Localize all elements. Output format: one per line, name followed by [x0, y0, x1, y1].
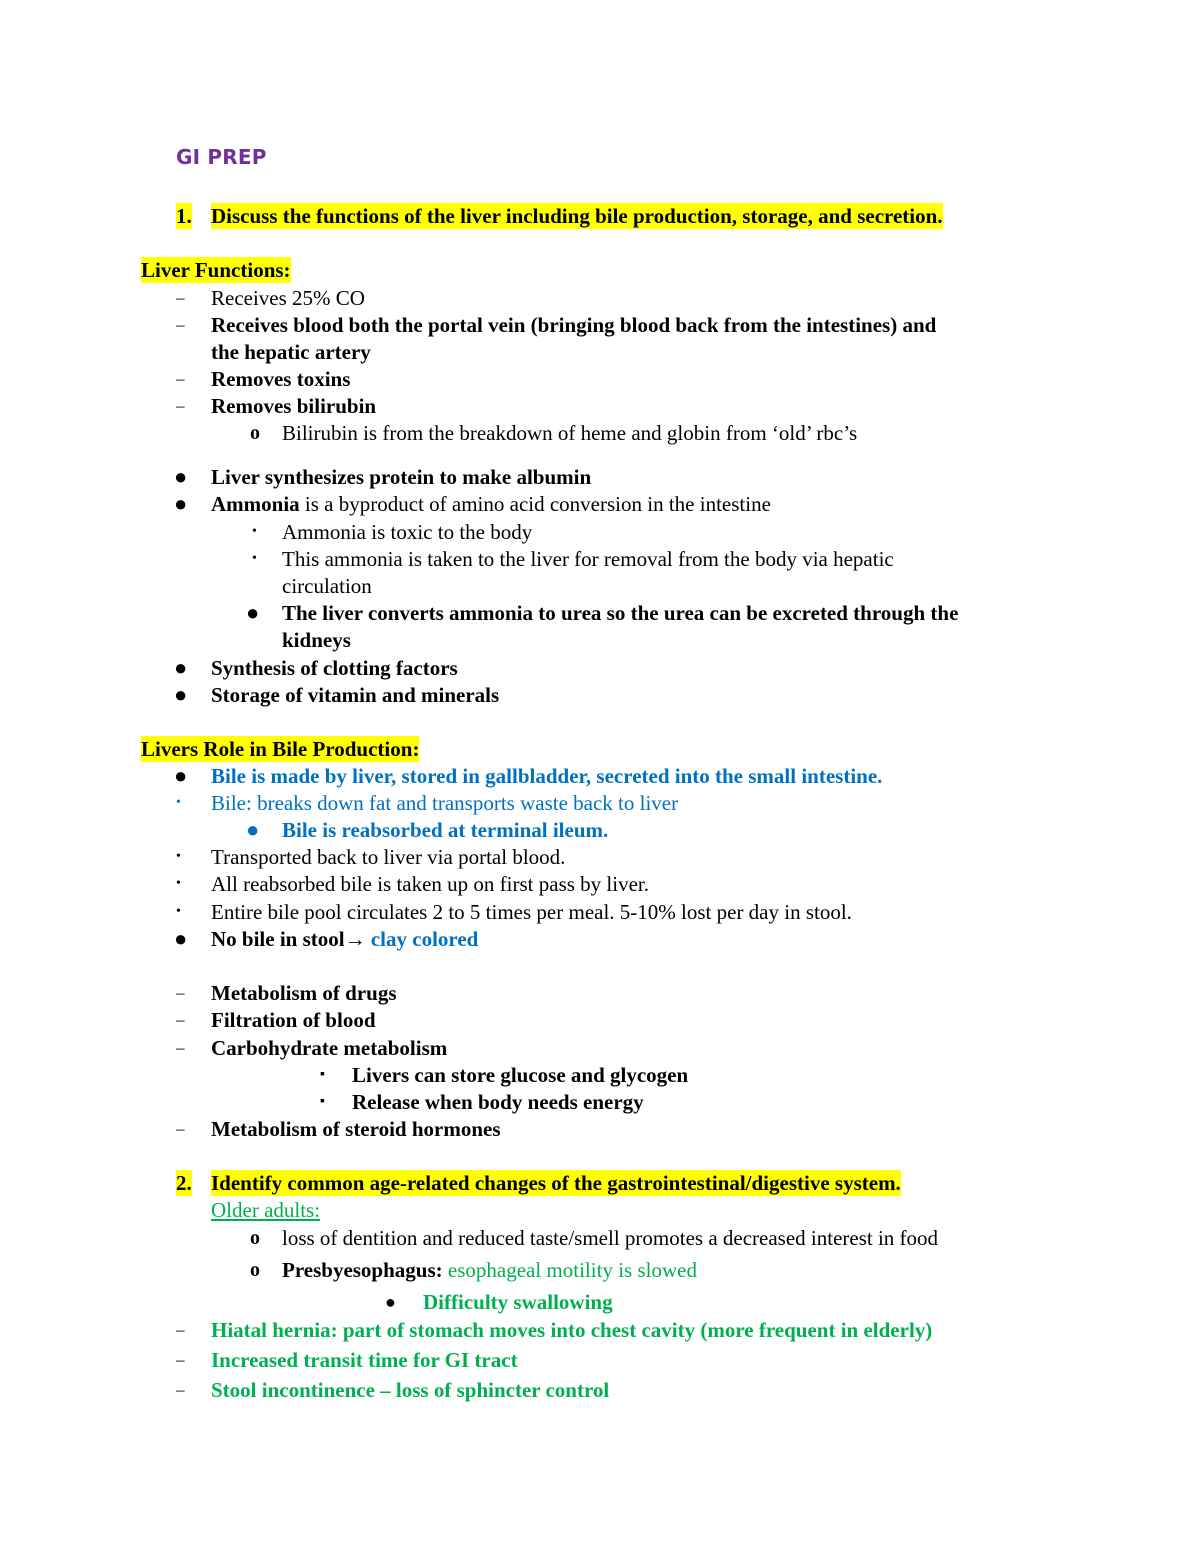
item-text	[211, 491, 771, 517]
list-item	[0, 1377, 1200, 1403]
item-text: Receives blood both the portal vein (bringing blood back from the intestines) and	[211, 313, 937, 337]
list-item	[0, 844, 1200, 870]
item-text: Receives 25% CO	[211, 286, 365, 310]
list-item	[0, 1317, 1200, 1343]
item-text: Synthesis of clotting factors	[211, 656, 458, 680]
section-heading	[0, 257, 1200, 283]
list-subitem	[0, 600, 1200, 626]
dash-marker: –	[176, 315, 185, 334]
item-text: Livers can store glucose and glycogen	[352, 1063, 689, 1087]
item-text: Hiatal hernia: part of stomach moves into chest cavity (more frequent in elderly)	[211, 1318, 933, 1342]
item-text: kidneys	[282, 628, 351, 652]
list-item	[0, 285, 1200, 311]
item-text: Metabolism of drugs	[211, 981, 397, 1005]
small-bullet-icon: •	[176, 876, 181, 891]
question-1	[0, 203, 1200, 229]
square-bullet-icon: ▪	[320, 1067, 325, 1082]
item-text: Liver synthesizes protein to make albumin	[211, 465, 592, 489]
circle-bullet-icon: o	[250, 1227, 260, 1249]
item-text: Entire bile pool circulates 2 to 5 times per meal. 5-10% lost per day in stool.	[211, 900, 852, 924]
bullet-icon: ●	[246, 600, 260, 625]
list-item	[0, 393, 1200, 419]
item-text: Carbohydrate metabolism	[211, 1036, 448, 1060]
circle-bullet-icon: o	[250, 1259, 260, 1281]
list-subitem	[0, 1289, 1200, 1315]
dash-marker: –	[176, 1380, 185, 1399]
item-text	[282, 1257, 697, 1283]
list-item	[0, 790, 1200, 816]
list-item	[0, 682, 1200, 708]
dash-marker: –	[176, 983, 185, 1002]
heading-text: Older adults:	[211, 1198, 321, 1222]
list-item	[0, 763, 1200, 789]
list-subitem	[0, 519, 1200, 545]
item-text: Ammonia is toxic to the body	[282, 520, 533, 544]
item-text: Bile is reabsorbed at terminal ileum.	[282, 818, 609, 842]
list-item	[0, 980, 1200, 1006]
bullet-icon: ●	[174, 655, 188, 680]
item-rest: esophageal motility is slowed	[442, 1258, 697, 1282]
dash-marker: –	[176, 1119, 185, 1138]
list-subitem	[0, 817, 1200, 843]
list-item-continuation	[0, 339, 1200, 365]
list-item	[0, 491, 1200, 517]
question-number: 1.	[176, 204, 192, 228]
bold-term: No bile in stool	[211, 927, 345, 951]
item-text: Stool incontinence – loss of sphincter control	[211, 1378, 610, 1402]
item-text: Bilirubin is from the breakdown of heme and globin from ‘old’ rbc’s	[282, 421, 858, 445]
list-subitem	[0, 1089, 1200, 1115]
section-heading	[0, 736, 1200, 762]
list-item	[0, 1347, 1200, 1373]
bullet-icon: ●	[246, 817, 260, 842]
list-item	[0, 1035, 1200, 1061]
square-bullet-icon: ▪	[320, 1094, 325, 1109]
item-text: Transported back to liver via portal blood.	[211, 845, 566, 869]
bullet-icon: ●	[174, 464, 188, 489]
item-text: Difficulty swallowing	[423, 1290, 613, 1314]
question-text: Identify common age-related changes of the gastrointestinal/digestive system.	[211, 1171, 901, 1195]
small-bullet-icon: •	[176, 849, 181, 864]
list-item	[0, 871, 1200, 897]
circle-bullet-icon: o	[250, 422, 260, 444]
dash-marker: –	[176, 1038, 185, 1057]
item-text: Filtration of blood	[211, 1008, 376, 1032]
item-text: circulation	[282, 574, 372, 598]
dash-marker: –	[176, 396, 185, 415]
list-subitem-continuation	[0, 573, 1200, 599]
dash-marker: –	[176, 369, 185, 388]
list-subitem	[0, 1225, 1200, 1251]
bullet-icon: ●	[385, 1292, 396, 1312]
item-text: All reabsorbed bile is taken up on first pass by liver.	[211, 872, 649, 896]
list-item	[0, 312, 1200, 338]
list-subitem-continuation	[0, 627, 1200, 653]
list-subitem	[0, 1062, 1200, 1088]
bold-term: Ammonia	[211, 492, 300, 516]
item-text: Release when body needs energy	[352, 1090, 644, 1114]
dash-marker: –	[176, 1010, 185, 1029]
item-text: Increased transit time for GI tract	[211, 1348, 518, 1372]
list-subitem	[0, 420, 1200, 446]
item-text: loss of dentition and reduced taste/smell promotes a decreased interest in food	[282, 1226, 939, 1250]
item-text: Bile is made by liver, stored in gallbladder, secreted into the small intestine.	[211, 764, 883, 788]
small-bullet-icon: •	[176, 904, 181, 919]
question-text: Discuss the functions of the liver including bile production, storage, and secretion.	[211, 204, 943, 228]
item-text: Removes toxins	[211, 367, 351, 391]
small-bullet-icon: •	[176, 795, 181, 810]
list-item	[0, 366, 1200, 392]
item-text: the hepatic artery	[211, 340, 371, 364]
question-number: 2.	[176, 1171, 192, 1195]
bullet-icon: ●	[174, 763, 188, 788]
subsection-heading	[0, 1197, 1200, 1223]
heading-text: Livers Role in Bile Production:	[141, 737, 420, 761]
dash-marker: –	[176, 1320, 185, 1339]
list-item	[0, 1007, 1200, 1033]
item-text: Metabolism of steroid hormones	[211, 1117, 501, 1141]
dash-marker: –	[176, 288, 185, 307]
dash-marker: –	[176, 1350, 185, 1369]
bullet-icon: ●	[174, 491, 188, 516]
item-rest: is a byproduct of amino acid conversion in the intestine	[299, 492, 771, 516]
bullet-icon: ●	[174, 682, 188, 707]
item-text: The liver converts ammonia to urea so the urea can be excreted through the	[282, 601, 959, 625]
list-item	[0, 926, 1200, 952]
list-item	[0, 899, 1200, 925]
small-bullet-icon: •	[252, 551, 257, 566]
question-2	[0, 1170, 1200, 1196]
heading-text: Liver Functions:	[141, 258, 291, 282]
item-text: This ammonia is taken to the liver for removal from the body via hepatic	[282, 547, 894, 571]
list-item	[0, 464, 1200, 490]
item-text: Bile: breaks down fat and transports waste back to liver	[211, 791, 679, 815]
list-subitem	[0, 546, 1200, 572]
bold-term: Presbyesophagus:	[282, 1258, 443, 1282]
item-text: Removes bilirubin	[211, 394, 377, 418]
small-bullet-icon: •	[252, 524, 257, 539]
bullet-icon: ●	[174, 926, 188, 951]
item-rest: clay colored	[365, 927, 479, 951]
item-text: Storage of vitamin and minerals	[211, 683, 500, 707]
arrow-icon: →	[344, 927, 366, 951]
list-item	[0, 655, 1200, 681]
item-text	[211, 926, 478, 952]
document-title: GI PREP	[176, 145, 267, 169]
list-item	[0, 1116, 1200, 1142]
list-subitem	[0, 1257, 1200, 1283]
